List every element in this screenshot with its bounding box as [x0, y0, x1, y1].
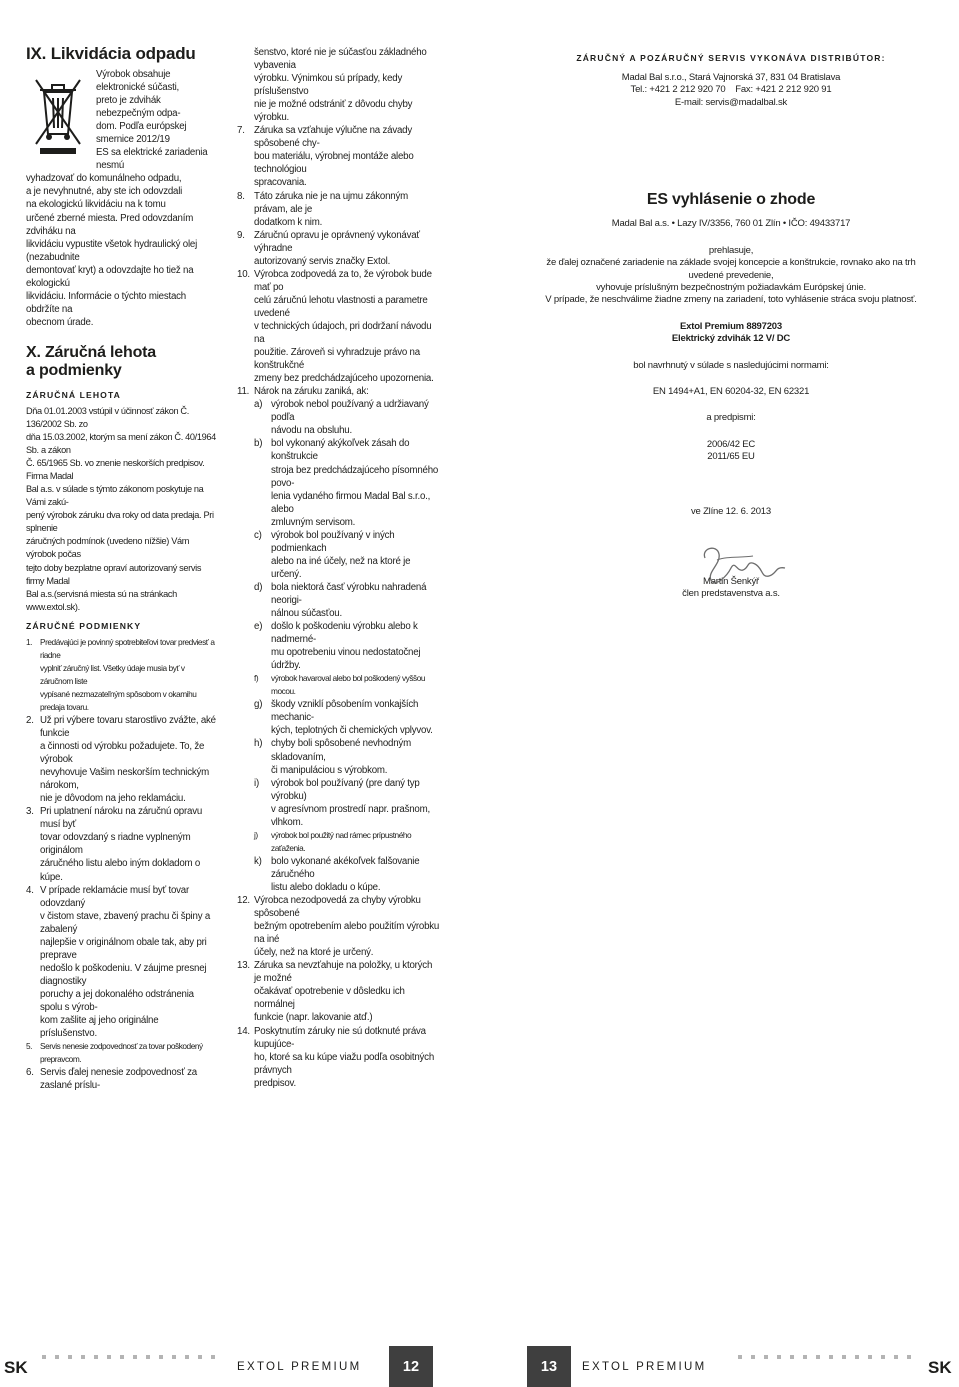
list-item: 9. Záručnú opravu je oprávnený vykonávať výhradne autorizovaný servis značky Extol. — [237, 229, 420, 267]
list-item: 10. Výrobca zodpovedá za to, že výrobok bude mať po celú záručnú lehotu vlastnosti a parametre uvedené v technických údajoch, pri dodržaní návodu na použitie. Zároveň si vyhradzuje právo na konštrukčné zmeny bez predchádzajúceho upozornenia. — [237, 268, 434, 385]
distributor-phone-fax: Tel.: +421 2 212 920 70 Fax: +421 2 212 920 91 — [630, 84, 832, 96]
product-model: Extol Premium 8897203 — [680, 320, 782, 332]
footer-dot — [172, 1355, 176, 1359]
page-number-right: 13 — [527, 1346, 571, 1387]
footer-dot — [868, 1355, 872, 1359]
footer-dot — [159, 1355, 163, 1359]
list-item: 13. Záruka sa nevzťahuje na položky, u ktorých je možné očakávať opotrebenie v dôsledku ich normálnej funkcie (napr. lakovanie atď.) — [237, 960, 433, 1024]
footer-dot — [738, 1355, 742, 1359]
regulation-1: 2006/42 EC — [706, 438, 756, 450]
continued-text: šenstvo, ktoré nie je súčasťou základného vybavenia výrobku. Výnimkou sú prípady, kedy príslušenstvo nie je možné odstrániť z dôvodu chyby výrobku. — [254, 47, 427, 124]
subheading-warranty-period: ZÁRUČNÁ LEHOTA — [26, 389, 121, 400]
warranty-period-text: Dňa 01.01.2003 vstúpil v účinnosť zákon Č. 136/2002 Sb. zo dňa 15.03.2002, ktorým sa mení zákon Č. 40/1964 Sb. a zákon Č. 65/1965 Sb. vo znenie neskorších predpisov. Firma Madal Bal a.s. v súlade s týmto zákonom poskytuje na Vámi zakú- pený výrobok záruku dva roky od data predaja. Pri splnenie záručných podmínok (uvedeno nížšie) Vám výrobok počas tejto doby bezplatne opraví autorizovaný servis firmy Madal Bal a.s.(servisná miesta sú na stránkach www.extol.sk). — [26, 405, 216, 612]
footer-dot — [842, 1355, 846, 1359]
footer-dot — [81, 1355, 85, 1359]
distributor-email: E-mail: servis@madalbal.sk — [674, 96, 788, 108]
footer-dot — [68, 1355, 72, 1359]
column-right — [532, 52, 930, 601]
list-item: f) výrobok havaroval alebo bol poškodený vyššou mocou. — [254, 673, 426, 697]
footer-dot — [42, 1355, 46, 1359]
footer-dots-right — [738, 1355, 918, 1361]
footer-dot — [133, 1355, 137, 1359]
disposal-text: Výrobok obsahuje elektronické súčasti, preto je zdvihák nebezpečným odpa- dom. Podľa európskej smernice 2012/19 ES sa elektrické zariadenia nesmú vyhadzovať do komunálneho odpadu, a je nevyhnutné, aby ste ich odovzdali na ekologickú likvidáciu na k tomu určené zberné miesta. Pred odovzdaním zdviháku na likvidáciu vypustite všetok hydraulický olej (nezabudnite demontovať kryt) a odovzdajte ho tiež na ekologickú likvidáciu. Informácie o týchto miestach obdržíte na obecnom úrade. — [26, 69, 208, 328]
service-heading: ZÁRUČNÝ A POZÁRUČNÝ SERVIS VYKONÁVA DISTRIBÚTOR: — [576, 53, 886, 63]
declaration-text: prehlasuje, že ďalej označené zariadenie na základe svojej koncepcie a konštrukcie, rovnako ako na trh uvedené prevedenie, vyhovuje príslušným bezpečnostným požiadavkám Európskej únie. V prípade, že neschválime žiadne zmeny na zariadení, toto vyhlásenie stráca svoju platnosť. — [545, 244, 917, 306]
list-item: 6. Servis ďalej nenesie zodpovednosť za zaslané príslu- — [26, 1067, 197, 1092]
list-item: 5. Servis nenesie zodpovednosť za tovar poškodený prepravcom. — [26, 1041, 203, 1065]
footer-dot — [855, 1355, 859, 1359]
subheading-warranty-conditions: ZÁRUČNÉ PODMIENKY — [26, 620, 142, 631]
sublist-claim-void — [237, 398, 440, 894]
footer-dot — [120, 1355, 124, 1359]
footer-dot — [94, 1355, 98, 1359]
list-item: a) výrobok nebol používaný a udržiavaný podľa návodu na obsluhu. — [254, 399, 429, 437]
footer-dot — [790, 1355, 794, 1359]
product-type: Elektrický zdvihák 12 V/ DC — [671, 333, 791, 345]
language-code-right: SK — [928, 1358, 952, 1377]
list-item: 2. Už pri výbere tovaru starostlivo zvážte, aké funkcie a činnosti od výrobku požadujete. To, že výrobok nevyhovuje Vašim neskorším technickým nárokom, nie je dôvodom na jeho reklamáciu. — [26, 714, 216, 805]
distributor-address: Madal Bal s.r.o., Stará Vajnorská 37, 831 04 Bratislava — [621, 72, 841, 84]
language-code-left: SK — [4, 1358, 28, 1377]
footer-dot — [894, 1355, 898, 1359]
footer-dot — [829, 1355, 833, 1359]
list-item: d) bola niektorá časť výrobku nahradená neorigi- nálnou súčasťou. — [254, 581, 427, 620]
brand-left: EXTOL PREMIUM — [237, 1361, 362, 1373]
list-item: k) bolo vykonané akékoľvek falšovanie záručného listu alebo dokladu o kúpe. — [254, 855, 420, 893]
regulations-intro: a predpismi: — [706, 412, 756, 424]
list-item: 12. Výrobca nezodpovedá za chyby výrobku spôsobené bežným opotrebením alebo použitím výrobku na iné účely, než na ktoré je určený. — [237, 895, 440, 959]
footer-dot — [198, 1355, 202, 1359]
signer-role: člen predstavenstva a.s. — [682, 588, 780, 600]
footer-dot — [185, 1355, 189, 1359]
list-item: c) výrobok bol používaný v iných podmienkach alebo na iné účely, než na ktoré je určený. — [254, 529, 411, 580]
list-item: b) bol vykonaný akýkoľvek zásah do konštrukcie stroja bez predchádzajúceho písomného povo- lenia vydaného firmou Madal Bal s.r.o., alebo zmluvným servisom. — [254, 438, 439, 528]
list-item: g) škody vzniklí pôsobením vonkajších mechanic- kých, teplotných či chemických vplyvov. — [254, 699, 433, 737]
footer-dot — [881, 1355, 885, 1359]
list-item: i) výrobok bol používaný (pre daný typ výrobku) v agresívnom prostredí napr. prašnom, vlhkom. — [254, 777, 430, 828]
list-item: j) výrobok bol použitý nad rámec prípustného zaťaženia. — [254, 829, 412, 853]
standards-list: EN 1494+A1, EN 60204-32, EN 62321 — [652, 385, 810, 397]
section-title-warranty: X. Záručná lehota a podmienky — [26, 343, 156, 380]
footer-dot — [816, 1355, 820, 1359]
list-item: 8. Táto záruka nie je na ujmu zákonným právam, ale je dodatkom k nim. — [237, 190, 409, 228]
footer-dot — [146, 1355, 150, 1359]
footer-dot — [55, 1355, 59, 1359]
footer-dot — [764, 1355, 768, 1359]
manufacturer-info: Madal Bal a.s. • Lazy IV/3356, 760 01 Zlín • IČO: 49433717 — [611, 218, 851, 230]
signature-image — [697, 538, 807, 598]
declaration-title: ES vyhlásenie o zhode — [646, 191, 816, 209]
standards-intro: bol navrhnutý v súlade s nasledujúcimi normami: — [633, 359, 829, 371]
footer-dots-left — [42, 1355, 222, 1361]
section-title-disposal: IX. Likvidácia odpadu — [26, 44, 196, 63]
regulation-2: 2011/65 EU — [707, 451, 755, 463]
footer-dot — [211, 1355, 215, 1359]
place-and-date: ve Zlíne 12. 6. 2013 — [691, 505, 771, 517]
page-number-left: 12 — [389, 1346, 433, 1387]
list-item: 3. Pri uplatnení nároku na záručnú opravu musí byť tovar odovzdaný s riadne vyplneným originálom záručného listu alebo iným dokladom o kúpe. — [26, 806, 203, 883]
list-item: e) došlo k poškodeniu výrobku alebo k nadmerné- mu opotrebeniu vinou nedostatočnej údržby. — [254, 621, 421, 672]
column-middle — [237, 46, 440, 1090]
list-item: 11. Nárok na záruku zaniká, ak: — [237, 386, 369, 398]
footer-dot — [803, 1355, 807, 1359]
footer-dot — [907, 1355, 911, 1359]
footer-dot — [751, 1355, 755, 1359]
list-item: 14. Poskytnutím záruky nie sú dotknuté práva kupujúce- ho, ktoré sa ku kúpe viažu podľa osobitných právnych predpisov. — [237, 1025, 435, 1089]
list-item: 4. V prípade reklamácie musí byť tovar odovzdaný v čistom stave, zbavený prachu či špiny a zabalený najlepšie v originálnom obale tak, aby pri preprave nedošlo k poškodeniu. V záujme presnej diagnostiky poruchy a jej dokonalého odstránenia spolu s výrob- kom zašlite aj jeho originálne príslušenstvo. — [26, 884, 211, 1040]
footer-dot — [777, 1355, 781, 1359]
list-item: 1. Predávajúci je povinný spotrebiteľovi tovar predviesť a riadne vyplniť záručný list. Všetky údaje musia byť v záručnom liste vypísané nezmazateľným spôsobom v okamihu predaja tovaru. — [26, 636, 215, 712]
brand-right: EXTOL PREMIUM — [582, 1361, 707, 1373]
signer-name: Martin Šenkýř — [702, 576, 759, 587]
footer-dot — [107, 1355, 111, 1359]
list-item: h) chyby boli spôsobené nevhodným skladovaním, či manipuláciou s výrobkom. — [254, 738, 411, 776]
column-left — [26, 44, 217, 1092]
weee-bin-icon — [26, 68, 90, 158]
list-item: 7. Záruka sa vzťahuje výlučne na závady spôsobené chy- bou materiálu, výrobnej montáže alebo technológiou spracovania. — [237, 125, 414, 189]
